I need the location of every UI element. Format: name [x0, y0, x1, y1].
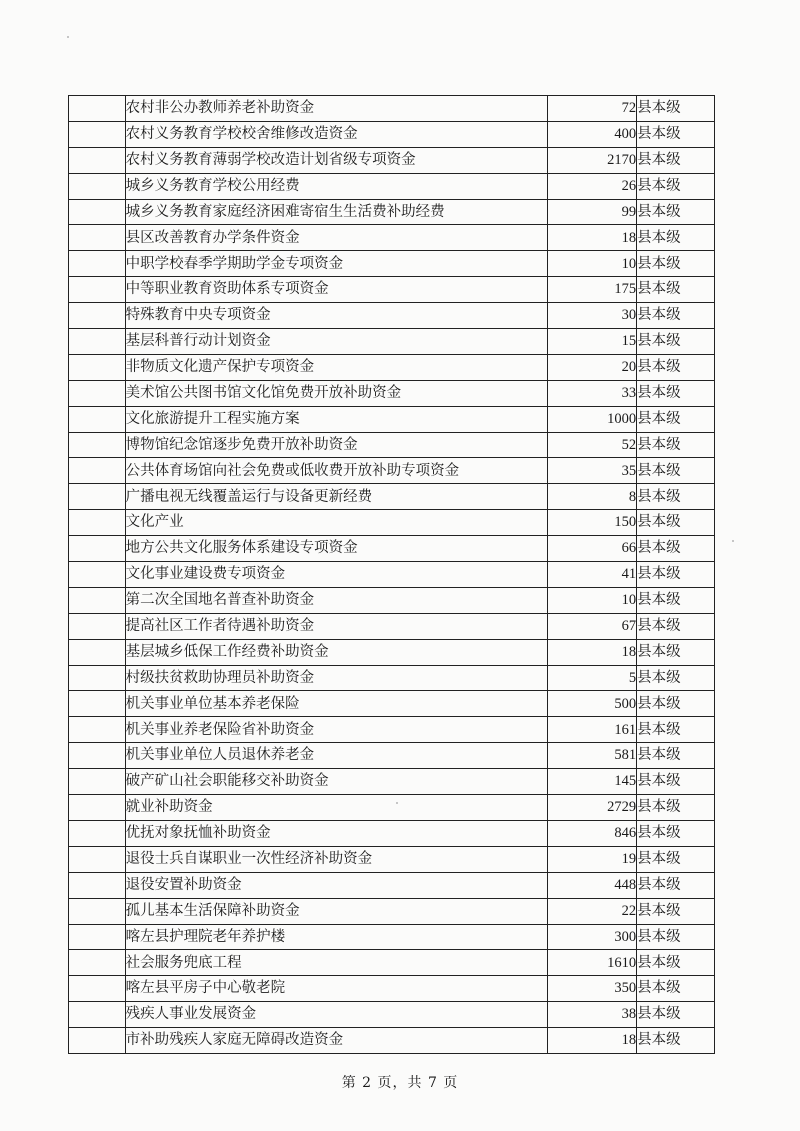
- fund-name-cell: 孤儿基本生活保障补助资金: [125, 898, 548, 924]
- table-row: [69, 329, 715, 355]
- category-cell: [69, 872, 126, 898]
- level-cell: 县本级: [637, 251, 715, 277]
- fund-name-cell: 退役安置补助资金: [125, 872, 548, 898]
- table-row: [69, 665, 715, 691]
- category-cell: [69, 199, 126, 225]
- category-cell: [69, 950, 126, 976]
- fund-name-cell: 农村非公办教师养老补助资金: [125, 96, 548, 122]
- fund-name-cell: 广播电视无线覆盖运行与设备更新经费: [125, 484, 548, 510]
- amount-cell: 22: [548, 898, 637, 924]
- table-row: [69, 562, 715, 588]
- table-row: [69, 898, 715, 924]
- fund-name-cell: 机关事业单位人员退休养老金: [125, 743, 548, 769]
- level-cell: 县本级: [637, 536, 715, 562]
- level-cell: 县本级: [637, 96, 715, 122]
- fund-name-cell: 城乡义务教育家庭经济困难寄宿生生活费补助经费: [125, 199, 548, 225]
- amount-cell: 72: [548, 96, 637, 122]
- amount-cell: 52: [548, 432, 637, 458]
- table-row: [69, 277, 715, 303]
- fund-name-cell: 公共体育场馆向社会免费或低收费开放补助专项资金: [125, 458, 548, 484]
- category-cell: [69, 380, 126, 406]
- level-cell: 县本级: [637, 587, 715, 613]
- table-row: [69, 380, 715, 406]
- level-cell: 县本级: [637, 898, 715, 924]
- fund-name-cell: 文化旅游提升工程实施方案: [125, 406, 548, 432]
- table-row: [69, 795, 715, 821]
- table-row: [69, 121, 715, 147]
- amount-cell: 500: [548, 691, 637, 717]
- amount-cell: 400: [548, 121, 637, 147]
- amount-cell: 33: [548, 380, 637, 406]
- table-row: [69, 303, 715, 329]
- level-cell: 县本级: [637, 329, 715, 355]
- level-cell: 县本级: [637, 510, 715, 536]
- table-row: [69, 872, 715, 898]
- amount-cell: 41: [548, 562, 637, 588]
- table-row: [69, 976, 715, 1002]
- fund-name-cell: 社会服务兜底工程: [125, 950, 548, 976]
- fund-name-cell: 破产矿山社会职能移交补助资金: [125, 769, 548, 795]
- level-cell: 县本级: [637, 484, 715, 510]
- fund-name-cell: 县区改善教育办学条件资金: [125, 225, 548, 251]
- amount-cell: 581: [548, 743, 637, 769]
- fund-name-cell: 机关事业养老保险省补助资金: [125, 717, 548, 743]
- fund-name-cell: 美术馆公共图书馆文化馆免费开放补助资金: [125, 380, 548, 406]
- level-cell: 县本级: [637, 225, 715, 251]
- category-cell: [69, 121, 126, 147]
- amount-cell: 846: [548, 820, 637, 846]
- level-cell: 县本级: [637, 173, 715, 199]
- table-row: [69, 432, 715, 458]
- fund-name-cell: 村级扶贫救助协理员补助资金: [125, 665, 548, 691]
- table-row: [69, 96, 715, 122]
- category-cell: [69, 743, 126, 769]
- category-cell: [69, 665, 126, 691]
- amount-cell: 2729: [548, 795, 637, 821]
- level-cell: 县本级: [637, 121, 715, 147]
- amount-cell: 15: [548, 329, 637, 355]
- amount-cell: 67: [548, 613, 637, 639]
- amount-cell: 99: [548, 199, 637, 225]
- level-cell: 县本级: [637, 1002, 715, 1028]
- table-row: [69, 147, 715, 173]
- table-row: [69, 924, 715, 950]
- fund-name-cell: 市补助残疾人家庭无障碍改造资金: [125, 1028, 548, 1054]
- table-body: [69, 96, 715, 1054]
- category-cell: [69, 613, 126, 639]
- category-cell: [69, 277, 126, 303]
- level-cell: 县本级: [637, 691, 715, 717]
- category-cell: [69, 846, 126, 872]
- category-cell: [69, 484, 126, 510]
- level-cell: 县本级: [637, 846, 715, 872]
- table-row: [69, 173, 715, 199]
- scan-speck: [732, 540, 734, 542]
- amount-cell: 1610: [548, 950, 637, 976]
- table-row: [69, 406, 715, 432]
- amount-cell: 300: [548, 924, 637, 950]
- category-cell: [69, 173, 126, 199]
- amount-cell: 10: [548, 587, 637, 613]
- category-cell: [69, 769, 126, 795]
- table-row: [69, 950, 715, 976]
- level-cell: 县本级: [637, 743, 715, 769]
- category-cell: [69, 639, 126, 665]
- amount-cell: 26: [548, 173, 637, 199]
- amount-cell: 18: [548, 1028, 637, 1054]
- level-cell: 县本级: [637, 199, 715, 225]
- category-cell: [69, 458, 126, 484]
- table-row: [69, 510, 715, 536]
- fund-name-cell: 残疾人事业发展资金: [125, 1002, 548, 1028]
- fund-name-cell: 文化产业: [125, 510, 548, 536]
- category-cell: [69, 536, 126, 562]
- category-cell: [69, 717, 126, 743]
- scan-speck: [67, 36, 69, 38]
- amount-cell: 30: [548, 303, 637, 329]
- category-cell: [69, 96, 126, 122]
- fund-name-cell: 农村义务教育学校校舍维修改造资金: [125, 121, 548, 147]
- amount-cell: 18: [548, 639, 637, 665]
- table-row: [69, 199, 715, 225]
- fund-name-cell: 退役士兵自谋职业一次性经济补助资金: [125, 846, 548, 872]
- amount-cell: 150: [548, 510, 637, 536]
- amount-cell: 350: [548, 976, 637, 1002]
- funds-table: [68, 95, 715, 1054]
- table-row: [69, 251, 715, 277]
- fund-name-cell: 中职学校春季学期助学金专项资金: [125, 251, 548, 277]
- level-cell: 县本级: [637, 872, 715, 898]
- table-row: [69, 484, 715, 510]
- amount-cell: 66: [548, 536, 637, 562]
- table-row: [69, 717, 715, 743]
- level-cell: 县本级: [637, 717, 715, 743]
- category-cell: [69, 1028, 126, 1054]
- table-row: [69, 587, 715, 613]
- level-cell: 县本级: [637, 976, 715, 1002]
- category-cell: [69, 898, 126, 924]
- level-cell: 县本级: [637, 562, 715, 588]
- level-cell: 县本级: [637, 458, 715, 484]
- category-cell: [69, 691, 126, 717]
- scan-speck: [396, 802, 398, 804]
- fund-name-cell: 农村义务教育薄弱学校改造计划省级专项资金: [125, 147, 548, 173]
- fund-name-cell: 中等职业教育资助体系专项资金: [125, 277, 548, 303]
- fund-name-cell: 基层科普行动计划资金: [125, 329, 548, 355]
- amount-cell: 448: [548, 872, 637, 898]
- category-cell: [69, 1002, 126, 1028]
- fund-name-cell: 喀左县平房子中心敬老院: [125, 976, 548, 1002]
- category-cell: [69, 251, 126, 277]
- category-cell: [69, 354, 126, 380]
- amount-cell: 175: [548, 277, 637, 303]
- table-row: [69, 1002, 715, 1028]
- table-row: [69, 820, 715, 846]
- amount-cell: 2170: [548, 147, 637, 173]
- table-row: [69, 536, 715, 562]
- category-cell: [69, 147, 126, 173]
- amount-cell: 20: [548, 354, 637, 380]
- amount-cell: 35: [548, 458, 637, 484]
- category-cell: [69, 329, 126, 355]
- amount-cell: 19: [548, 846, 637, 872]
- level-cell: 县本级: [637, 665, 715, 691]
- amount-cell: 5: [548, 665, 637, 691]
- table-row: [69, 458, 715, 484]
- fund-name-cell: 机关事业单位基本养老保险: [125, 691, 548, 717]
- amount-cell: 18: [548, 225, 637, 251]
- amount-cell: 8: [548, 484, 637, 510]
- fund-name-cell: 博物馆纪念馆逐步免费开放补助资金: [125, 432, 548, 458]
- fund-name-cell: 城乡义务教育学校公用经费: [125, 173, 548, 199]
- level-cell: 县本级: [637, 432, 715, 458]
- category-cell: [69, 587, 126, 613]
- fund-name-cell: 优抚对象抚恤补助资金: [125, 820, 548, 846]
- table-row: [69, 691, 715, 717]
- table-row: [69, 743, 715, 769]
- amount-cell: 161: [548, 717, 637, 743]
- category-cell: [69, 406, 126, 432]
- fund-name-cell: 喀左县护理院老年养护楼: [125, 924, 548, 950]
- fund-name-cell: 基层城乡低保工作经费补助资金: [125, 639, 548, 665]
- level-cell: 县本级: [637, 303, 715, 329]
- table-row: [69, 225, 715, 251]
- level-cell: 县本级: [637, 924, 715, 950]
- table-row: [69, 354, 715, 380]
- fund-name-cell: 第二次全国地名普查补助资金: [125, 587, 548, 613]
- table-row: [69, 769, 715, 795]
- level-cell: 县本级: [637, 795, 715, 821]
- level-cell: 县本级: [637, 950, 715, 976]
- table-row: [69, 613, 715, 639]
- level-cell: 县本级: [637, 406, 715, 432]
- fund-name-cell: 文化事业建设费专项资金: [125, 562, 548, 588]
- amount-cell: 145: [548, 769, 637, 795]
- level-cell: 县本级: [637, 820, 715, 846]
- category-cell: [69, 924, 126, 950]
- category-cell: [69, 510, 126, 536]
- level-cell: 县本级: [637, 354, 715, 380]
- level-cell: 县本级: [637, 1028, 715, 1054]
- amount-cell: 10: [548, 251, 637, 277]
- fund-name-cell: 特殊教育中央专项资金: [125, 303, 548, 329]
- fund-name-cell: 提高社区工作者待遇补助资金: [125, 613, 548, 639]
- fund-name-cell: 地方公共文化服务体系建设专项资金: [125, 536, 548, 562]
- level-cell: 县本级: [637, 380, 715, 406]
- category-cell: [69, 795, 126, 821]
- level-cell: 县本级: [637, 147, 715, 173]
- amount-cell: 1000: [548, 406, 637, 432]
- amount-cell: 38: [548, 1002, 637, 1028]
- category-cell: [69, 303, 126, 329]
- category-cell: [69, 820, 126, 846]
- table-row: [69, 846, 715, 872]
- table-row: [69, 639, 715, 665]
- level-cell: 县本级: [637, 639, 715, 665]
- fund-name-cell: 非物质文化遗产保护专项资金: [125, 354, 548, 380]
- level-cell: 县本级: [637, 613, 715, 639]
- level-cell: 县本级: [637, 277, 715, 303]
- level-cell: 县本级: [637, 769, 715, 795]
- page-footer: 第 2 页，共 7 页: [341, 1075, 459, 1091]
- category-cell: [69, 432, 126, 458]
- fund-name-cell: 就业补助资金: [125, 795, 548, 821]
- table-row: [69, 1028, 715, 1054]
- category-cell: [69, 976, 126, 1002]
- category-cell: [69, 225, 126, 251]
- category-cell: [69, 562, 126, 588]
